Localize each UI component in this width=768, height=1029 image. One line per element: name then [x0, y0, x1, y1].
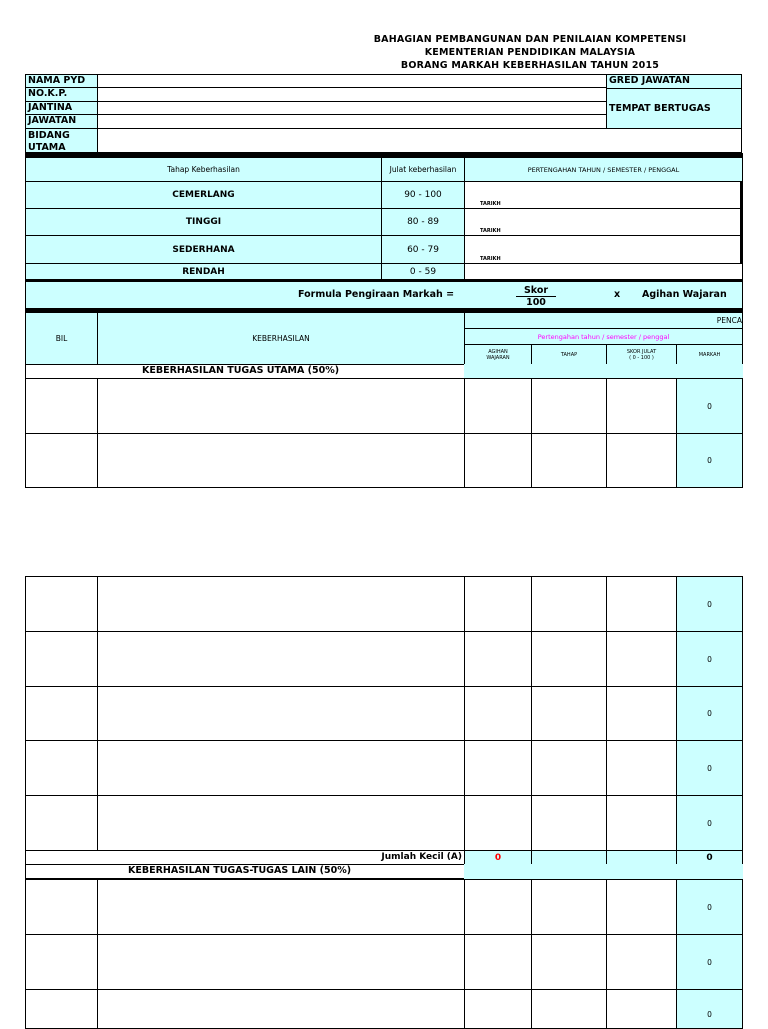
row-4-tahap[interactable] — [531, 631, 607, 687]
skor-header — [606, 344, 677, 365]
gred-label: GRED JAWATAN — [606, 74, 742, 89]
section-lain-row — [25, 864, 465, 879]
row-9-keberhasilan[interactable] — [97, 934, 465, 990]
bidang-label — [25, 128, 98, 153]
row-10-bil[interactable] — [25, 989, 98, 1029]
jawatan-field[interactable] — [97, 114, 607, 129]
row-8-bil[interactable] — [25, 879, 98, 935]
row-4-markah: 0 — [676, 631, 743, 687]
row-2-bil[interactable] — [25, 433, 98, 488]
bidang-field[interactable] — [97, 128, 742, 153]
keberhasilan-header: KEBERHASILAN — [97, 312, 465, 365]
section-utama-fill — [464, 364, 743, 379]
nokp-field[interactable] — [97, 87, 607, 102]
jumlah-label: Jumlah Kecil (A) — [381, 852, 462, 862]
row-2-tahap[interactable] — [531, 433, 607, 488]
agihan-header — [464, 344, 532, 365]
bidang-label-line-1: BIDANG — [28, 130, 70, 141]
row-6-keberhasilan[interactable] — [97, 740, 465, 796]
tahap-header: TAHAP — [531, 344, 607, 365]
header-line-2: KEMENTERIAN PENDIDIKAN MALAYSIA — [424, 47, 636, 58]
formula-denominator: 100 — [526, 297, 546, 308]
col-tahap-header: Tahap Keberhasilan — [25, 157, 382, 182]
row-9-bil[interactable] — [25, 934, 98, 990]
bil-header: BIL — [25, 312, 98, 365]
period-subheader: Pertengahan tahun / semester / penggal — [464, 328, 743, 345]
row-1-bil[interactable] — [25, 378, 98, 434]
agihan-header-line-1: AGIHAN — [488, 348, 508, 355]
tahap-cemerlang: CEMERLANG — [25, 181, 382, 209]
period-divider-1 — [464, 208, 743, 209]
julat-sederhana: 60 - 79 — [381, 235, 465, 264]
period-divider-2 — [464, 235, 743, 236]
jawatan-label: JAWATAN — [25, 114, 98, 129]
row-4-agihan[interactable] — [464, 631, 532, 687]
tahap-sederhana: SEDERHANA — [25, 235, 382, 264]
nama-field[interactable] — [97, 74, 607, 88]
formula-weight: Agihan Wajaran — [642, 289, 727, 300]
tempat-label: TEMPAT BERTUGAS — [606, 88, 742, 129]
row-10-skor[interactable] — [606, 989, 677, 1029]
row-2-keberhasilan[interactable] — [97, 433, 465, 488]
row-8-agihan[interactable] — [464, 879, 532, 935]
header-line-1: BAHAGIAN PEMBANGUNAN DAN PENILAIAN KOMPETENSI — [373, 34, 687, 45]
tarikh-3: TARIKH — [480, 256, 501, 262]
row-5-bil[interactable] — [25, 686, 98, 741]
row-5-agihan[interactable] — [464, 686, 532, 741]
skor-header-line-2: ( 0 - 100 ) — [629, 354, 654, 361]
row-7-tahap[interactable] — [531, 795, 607, 851]
jumlah-markah: 0 — [676, 850, 743, 865]
row-7-keberhasilan[interactable] — [97, 795, 465, 851]
section-utama-label: KEBERHASILAN TUGAS UTAMA (50%) — [142, 365, 340, 376]
formula-label: Formula Pengiraan Markah = — [298, 289, 455, 300]
period-area — [464, 181, 743, 280]
row-5-keberhasilan[interactable] — [97, 686, 465, 741]
row-6-markah: 0 — [676, 740, 743, 796]
penca-header: PENCA — [464, 312, 743, 329]
row-9-markah: 0 — [676, 934, 743, 990]
tarikh-1: TARIKH — [480, 201, 501, 207]
jumlah-row — [25, 850, 465, 865]
row-1-agihan[interactable] — [464, 378, 532, 434]
row-10-markah: 0 — [676, 989, 743, 1029]
row-8-skor[interactable] — [606, 879, 677, 935]
row-1-skor[interactable] — [606, 378, 677, 434]
row-1-tahap[interactable] — [531, 378, 607, 434]
row-7-bil[interactable] — [25, 795, 98, 851]
julat-tinggi: 80 - 89 — [381, 208, 465, 236]
row-7-agihan[interactable] — [464, 795, 532, 851]
row-8-keberhasilan[interactable] — [97, 879, 465, 935]
row-4-bil[interactable] — [25, 631, 98, 687]
row-1-markah: 0 — [676, 378, 743, 434]
row-3-agihan[interactable] — [464, 576, 532, 632]
row-3-skor[interactable] — [606, 576, 677, 632]
row-4-keberhasilan[interactable] — [97, 631, 465, 687]
tarikh-2: TARIKH — [480, 228, 501, 234]
row-6-tahap[interactable] — [531, 740, 607, 796]
section-utama-row — [25, 364, 465, 379]
row-5-tahap[interactable] — [531, 686, 607, 741]
col-julat-header: Julat keberhasilan — [381, 157, 465, 182]
row-7-markah: 0 — [676, 795, 743, 851]
row-4-skor[interactable] — [606, 631, 677, 687]
tahap-rendah: RENDAH — [25, 263, 382, 280]
jantina-label: JANTINA — [25, 101, 98, 115]
row-10-tahap[interactable] — [531, 989, 607, 1029]
bidang-label-line-2: UTAMA — [28, 142, 66, 153]
jumlah-skor — [606, 850, 677, 865]
jumlah-agihan: 0 — [464, 850, 532, 865]
row-2-markah: 0 — [676, 433, 743, 488]
period-right-edge — [740, 181, 743, 263]
formula-fraction — [516, 285, 556, 308]
row-1-keberhasilan[interactable] — [97, 378, 465, 434]
row-8-markah: 0 — [676, 879, 743, 935]
row-9-skor[interactable] — [606, 934, 677, 990]
row-3-keberhasilan[interactable] — [97, 576, 465, 632]
julat-cemerlang: 90 - 100 — [381, 181, 465, 209]
row-6-bil[interactable] — [25, 740, 98, 796]
row-8-tahap[interactable] — [531, 879, 607, 935]
section-lain-label: KEBERHASILAN TUGAS-TUGAS LAIN (50%) — [128, 865, 352, 876]
row-3-bil[interactable] — [25, 576, 98, 632]
tahap-tinggi: TINGGI — [25, 208, 382, 236]
row-3-markah: 0 — [676, 576, 743, 632]
formula-times: x — [614, 289, 621, 300]
row-5-markah: 0 — [676, 686, 743, 741]
jantina-field[interactable] — [97, 101, 607, 115]
row-9-tahap[interactable] — [531, 934, 607, 990]
col-period-header: PERTENGAHAN TAHUN / SEMESTER / PENGGAL — [464, 157, 743, 182]
section-lain-fill — [464, 864, 743, 879]
row-9-agihan[interactable] — [464, 934, 532, 990]
row-6-skor[interactable] — [606, 740, 677, 796]
markah-header: MARKAH — [676, 344, 743, 365]
formula-row — [25, 281, 743, 309]
row-5-skor[interactable] — [606, 686, 677, 741]
row-2-skor[interactable] — [606, 433, 677, 488]
row-10-agihan[interactable] — [464, 989, 532, 1029]
nama-label: NAMA PYD — [25, 74, 98, 88]
row-6-agihan[interactable] — [464, 740, 532, 796]
formula-numerator: Skor — [516, 285, 556, 297]
skor-header-line-1: SKOR JULAT — [626, 348, 657, 355]
form-title: BORANG MARKAH KEBERHASILAN TAHUN 2015 — [400, 60, 660, 71]
jumlah-tahap — [531, 850, 607, 865]
row-2-agihan[interactable] — [464, 433, 532, 488]
nokp-label: NO.K.P. — [25, 87, 98, 102]
row-7-skor[interactable] — [606, 795, 677, 851]
agihan-header-line-2: WAJARAN — [486, 354, 510, 361]
row-3-tahap[interactable] — [531, 576, 607, 632]
julat-rendah: 0 - 59 — [381, 263, 465, 280]
row-10-keberhasilan[interactable] — [97, 989, 465, 1029]
period-divider-3 — [464, 263, 743, 264]
